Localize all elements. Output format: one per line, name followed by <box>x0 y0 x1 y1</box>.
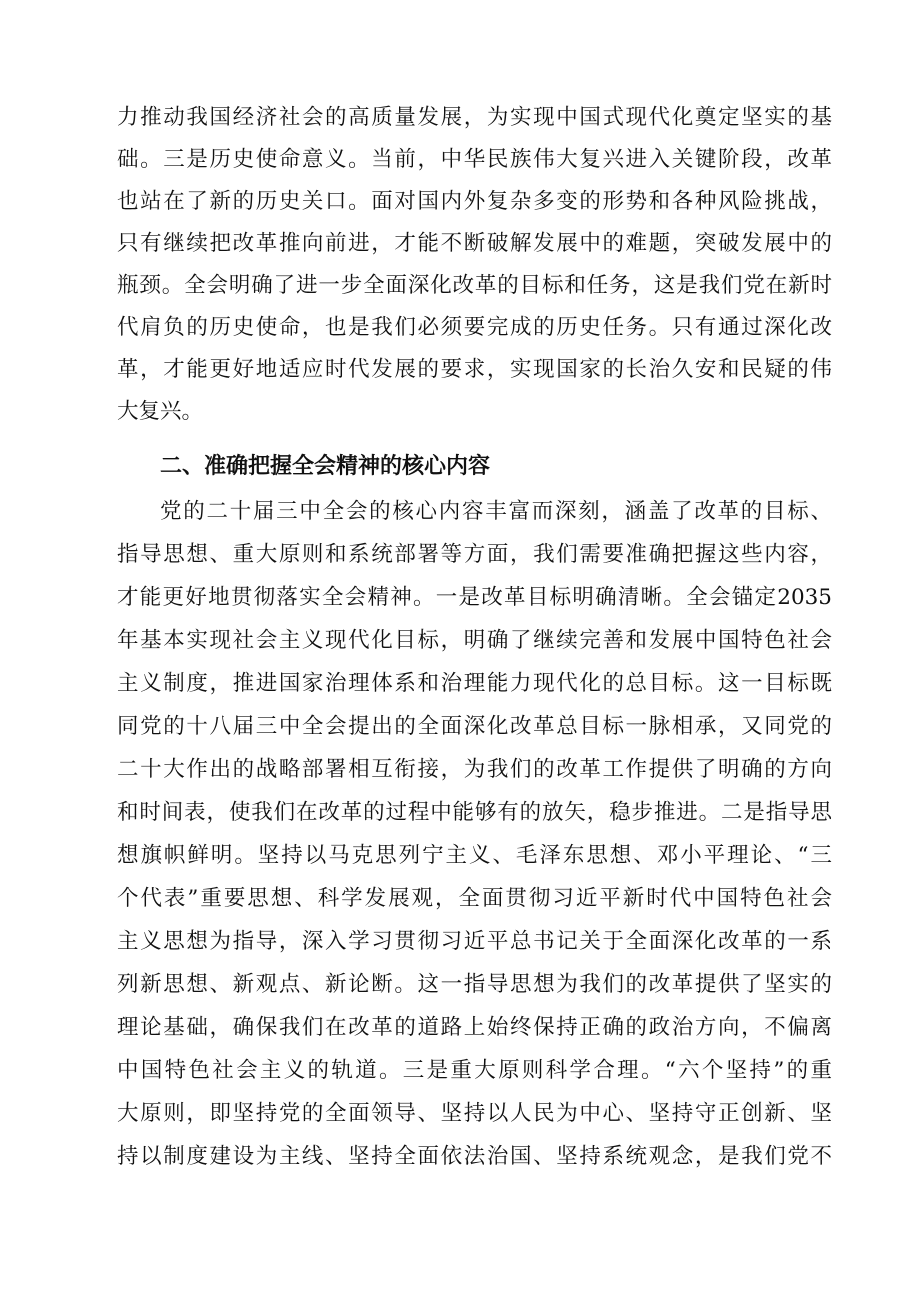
paragraph-line: 列新思想、新观点、新论断。这一指导思想为我们的改革提供了坚实的 <box>117 972 832 997</box>
paragraph-line: 党的二十届三中全会的核心内容丰富而深刻，涵盖了改革的目标、 <box>160 499 832 524</box>
paragraph-line: 只有继续把改革推向前进，才能不断破解发展中的难题，突破发展中的 <box>117 231 832 256</box>
paragraph-line: 想旗帜鲜明。坚持以马克思列宁主义、毛泽东思想、邓小平理论、“三 <box>117 843 832 868</box>
paragraph-line: 大原则，即坚持党的全面领导、坚持以人民为中心、坚持守正创新、坚 <box>117 1101 832 1126</box>
paragraph-line: 才能更好地贯彻落实全会精神。一是改革目标明确清晰。全会锚定2035 <box>117 585 832 610</box>
paragraph-line: 和时间表，使我们在改革的过程中能够有的放矢，稳步推进。二是指导思 <box>117 800 832 825</box>
paragraph-line: 础。三是历史使命意义。当前，中华民族伟大复兴进入关键阶段，改革 <box>117 147 832 172</box>
paragraph-line: 同党的十八届三中全会提出的全面深化改革总目标一脉相承，又同党的 <box>117 714 832 739</box>
paragraph-line: 革，才能更好地适应时代发展的要求，实现国家的长治久安和民疑的伟 <box>117 357 832 382</box>
paragraph-line: 也站在了新的历史关口。面对国内外复杂多变的形势和各种风险挑战， <box>117 189 832 214</box>
section-heading: 二、准确把握全会精神的核心内容 <box>160 454 491 479</box>
paragraph-line: 主义思想为指导，深入学习贯彻习近平总书记关于全面深化改革的一系 <box>117 929 832 954</box>
paragraph-line: 大复兴。 <box>117 399 204 424</box>
paragraph-line: 指导思想、重大原则和系统部署等方面，我们需要准确把握这些内容， <box>117 542 832 567</box>
paragraph-line: 瓶颈。全会明确了进一步全面深化改革的目标和任务，这是我们党在新时 <box>117 273 832 298</box>
paragraph-line: 代肩负的历史使命，也是我们必须要完成的历史任务。只有通过深化改 <box>117 315 832 340</box>
paragraph-line: 个代表”重要思想、科学发展观，全面贯彻习近平新时代中国特色社会 <box>117 886 832 911</box>
paragraph-line: 年基本实现社会主义现代化目标，明确了继续完善和发展中国特色社会 <box>117 628 832 653</box>
paragraph-line: 中国特色社会主义的轨道。三是重大原则科学合理。“六个坚持”的重 <box>117 1058 832 1083</box>
paragraph-line: 二十大作出的战略部署相互衔接，为我们的改革工作提供了明确的方向 <box>117 757 832 782</box>
paragraph-line: 主义制度，推进国家治理体系和治理能力现代化的总目标。这一目标既 <box>117 671 832 696</box>
paragraph-line: 力推动我国经济社会的高质量发展，为实现中国式现代化奠定坚实的基 <box>117 105 832 130</box>
paragraph-line: 持以制度建设为主线、坚持全面依法治国、坚持系统观念，是我们党不 <box>117 1144 832 1169</box>
paragraph-line: 理论基础，确保我们在改革的道路上始终保持正确的政治方向，不偏离 <box>117 1015 832 1040</box>
